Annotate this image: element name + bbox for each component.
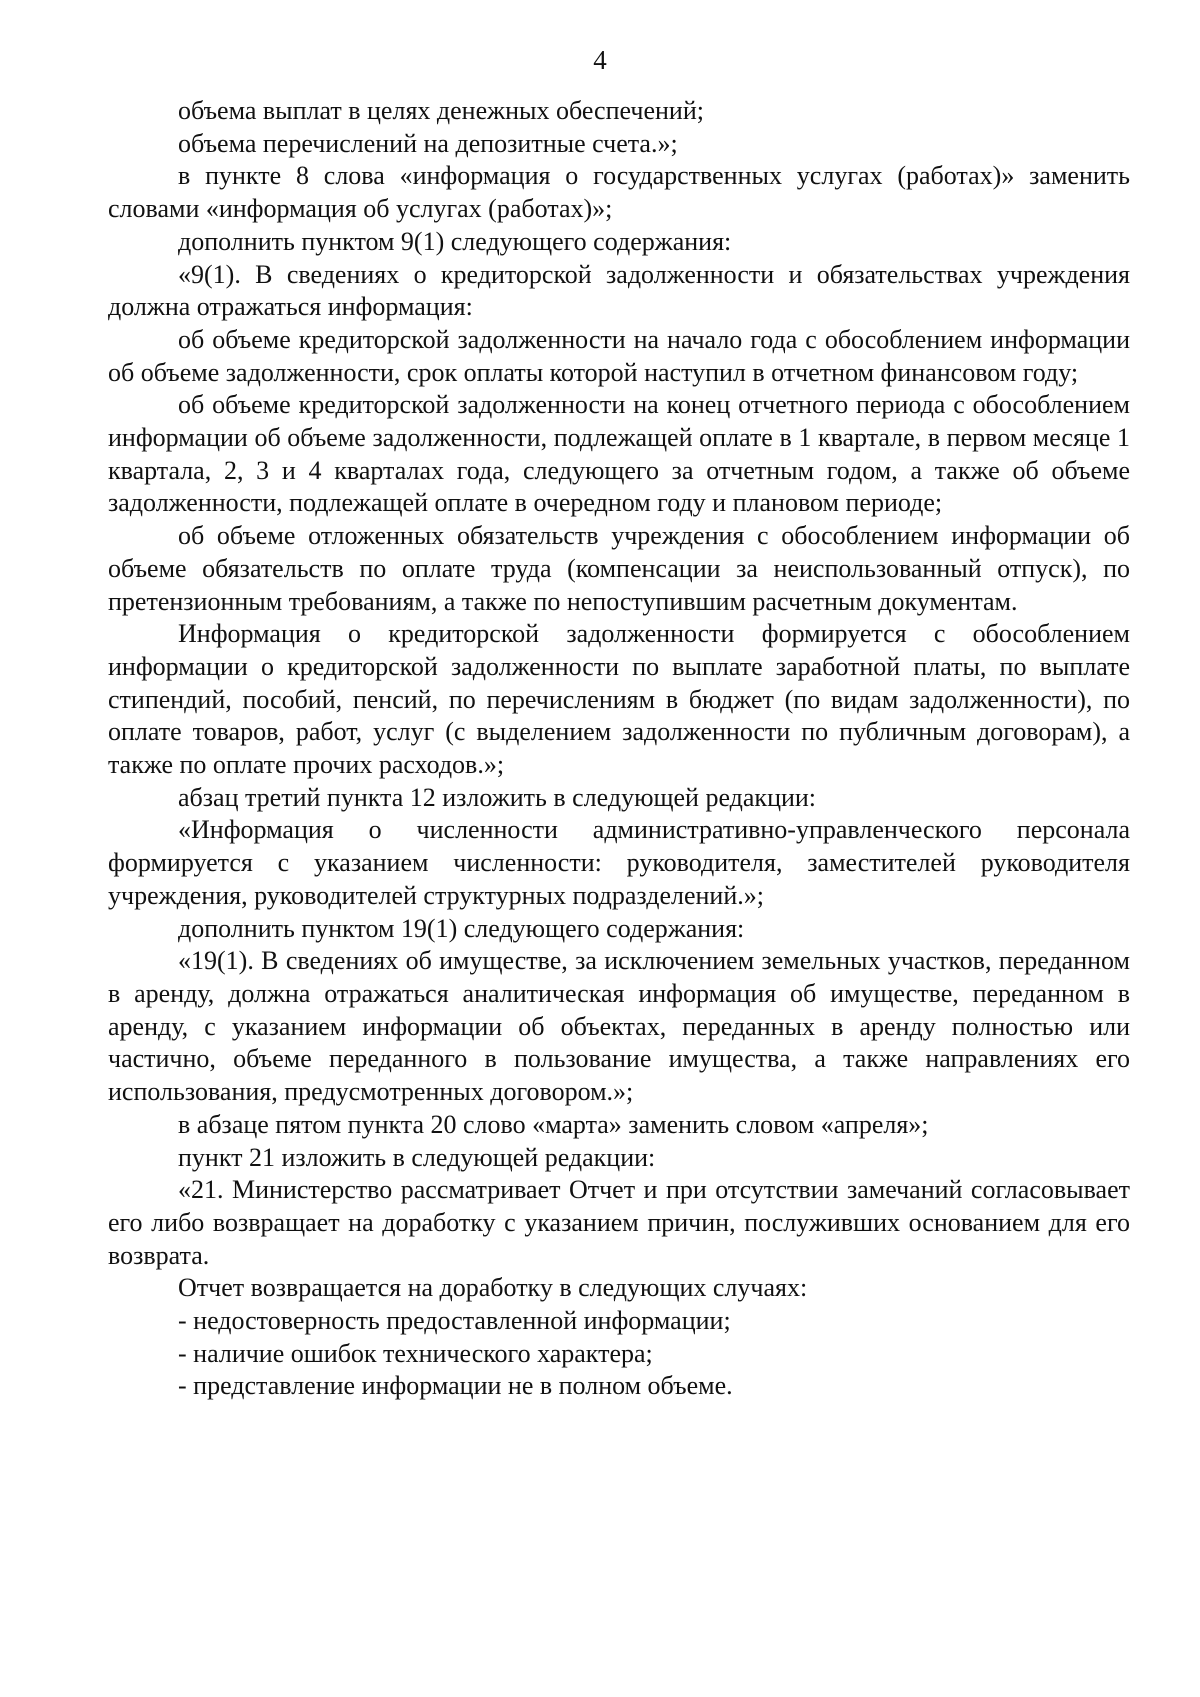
- paragraph: объема перечислений на депозитные счета.»;: [178, 128, 678, 158]
- paragraph: Информация о кредиторской задолженности формируется с обособлением информации о кредиторской задолженности по выплате заработной платы, по выплате стипендий, пособий, пенсий, по перечислениям в бюджет (по видам задолженности), по оплате товаров, работ, услуг (с выделением задолженности по публичным договорам), а также по оплате прочих расходов.»;: [108, 619, 1130, 780]
- paragraph: об объеме отложенных обязательств учреждения с обособлением информации об объеме обязательств по оплате труда (компенсации за неиспользованный отпуск), по претензионным требованиям, а также по непоступившим расчетным документам.: [108, 521, 1130, 616]
- list-item: - представление информации не в полном объеме.: [178, 1371, 733, 1401]
- paragraph: в пункте 8 слова «информация о государственных услугах (работах)» заменить словами «информация об услугах (работах)»;: [108, 161, 1130, 224]
- page-number: 4: [593, 45, 607, 75]
- paragraph: в абзаце пятом пункта 20 слово «марта» заменить словом «апреля»;: [178, 1109, 929, 1139]
- paragraph: дополнить пунктом 9(1) следующего содержания:: [178, 226, 732, 256]
- paragraph: «21. Министерство рассматривает Отчет и при отсутствии замечаний согласовывает его либо возвращает на доработку с указанием причин, послуживших основанием для его возврата.: [108, 1175, 1130, 1270]
- paragraph: об объеме кредиторской задолженности на начало года с обособлением информации об объеме задолженности, срок оплаты которой наступил в отчетном финансовом году;: [108, 324, 1130, 387]
- paragraph: абзац третий пункта 12 изложить в следующей редакции:: [178, 782, 817, 812]
- document-body: [108, 95, 1130, 1403]
- list-item: - наличие ошибок технического характера;: [178, 1338, 653, 1368]
- paragraph: Отчет возвращается на доработку в следующих случаях:: [178, 1273, 808, 1303]
- paragraph: пункт 21 изложить в следующей редакции:: [178, 1142, 656, 1172]
- paragraph: об объеме кредиторской задолженности на конец отчетного периода с обособлением информации об объеме задолженности, подлежащей оплате в 1 квартале, в первом месяце 1 квартала, 2, 3 и 4 кварталах года, следующего за отчетным годом, а также об объеме задолженности, подлежащей оплате в очередном году и плановом периоде;: [108, 390, 1130, 518]
- paragraph: объема выплат в целях денежных обеспечений;: [178, 96, 704, 125]
- list-item: - недостоверность предоставленной информации;: [178, 1306, 731, 1336]
- paragraph: дополнить пунктом 19(1) следующего содержания:: [178, 913, 745, 943]
- paragraph: «Информация о численности административно-управленческого персонала формируется с указанием численности: руководителя, заместителей руководителя учреждения, руководителей структурных подразделений.»;: [108, 815, 1130, 910]
- paragraph: «19(1). В сведениях об имуществе, за исключением земельных участков, переданном в аренду, должна отражаться аналитическая информация об имуществе, переданном в аренду, с указанием информации об объектах, переданных в аренду полностью или частично, объеме переданного в пользование имущества, а также направлениях его использования, предусмотренных договором.»;: [108, 946, 1130, 1107]
- paragraph: «9(1). В сведениях о кредиторской задолженности и обязательствах учреждения должна отражаться информация:: [108, 259, 1130, 322]
